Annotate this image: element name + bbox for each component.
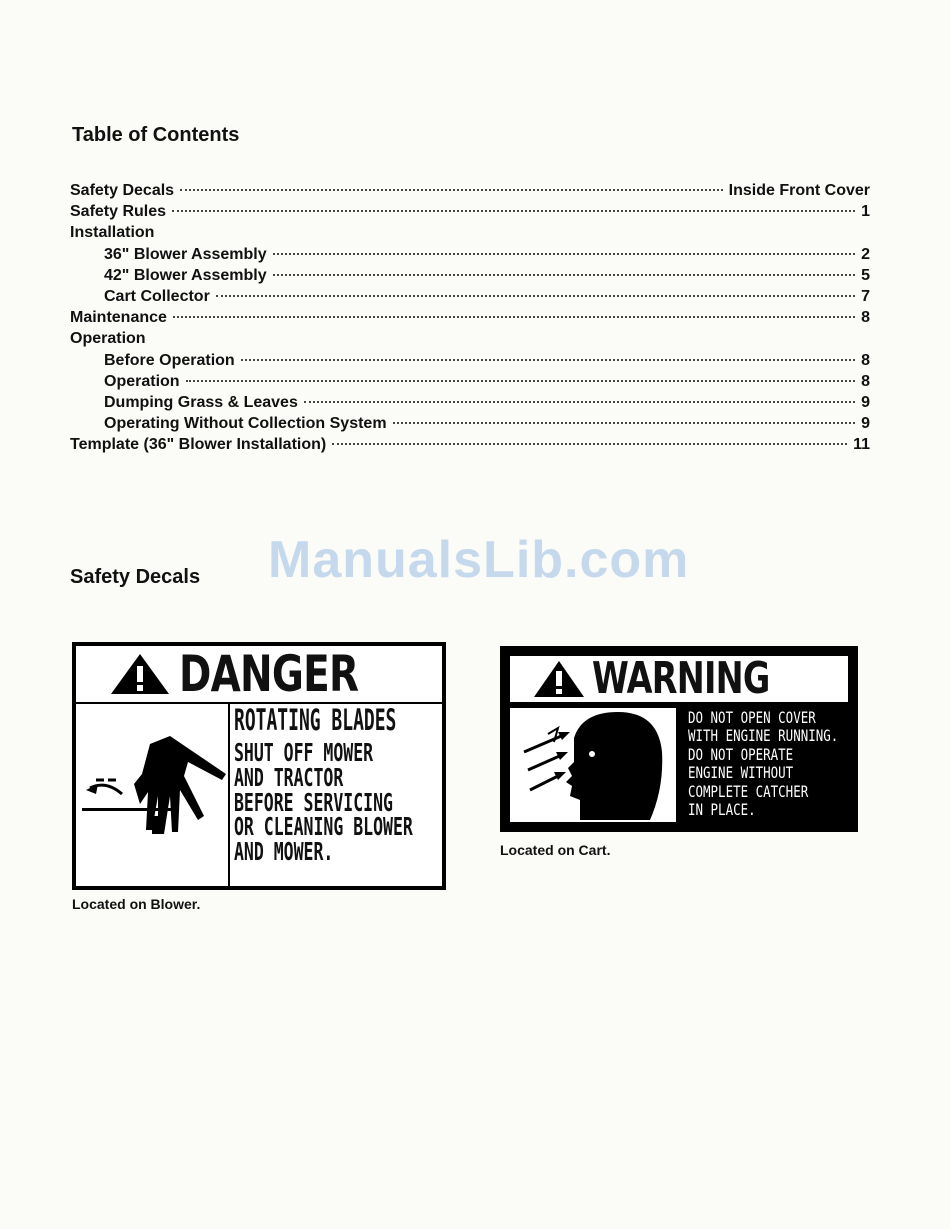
danger-header xyxy=(76,646,442,704)
toc-entry-installation xyxy=(70,224,870,245)
dot-leader xyxy=(180,189,723,191)
toc-entry-42-blower-assembly xyxy=(70,267,870,288)
toc-entry-before-operation xyxy=(70,352,870,373)
warning-triangle-icon xyxy=(532,659,586,699)
safety-decals-title: Safety Decals xyxy=(70,566,201,588)
warning-line: IN PLACE. xyxy=(688,799,756,819)
toc-entry-label: Operating Without Collection System xyxy=(104,415,387,433)
dot-leader xyxy=(216,295,855,297)
danger-body xyxy=(76,704,442,886)
danger-heading: DANGER xyxy=(179,645,359,703)
toc-entry-36-blower-assembly xyxy=(70,246,870,267)
toc-entry-label: Cart Collector xyxy=(104,287,210,305)
warning-message xyxy=(688,710,854,820)
toc-entry-cart-collector xyxy=(70,288,870,309)
toc-entry-dumping-grass-leaves xyxy=(70,394,870,415)
toc-entry-page: 7 xyxy=(861,287,870,305)
toc-entry-page: 1 xyxy=(861,203,870,221)
dot-leader xyxy=(273,253,855,255)
warning-line: ENGINE WITHOUT xyxy=(688,763,794,783)
danger-line: OR CLEANING BLOWER xyxy=(234,812,413,842)
toc-entry-page: Inside Front Cover xyxy=(728,182,870,199)
toc-entry-label: Safety Rules xyxy=(70,203,167,221)
dot-leader xyxy=(332,443,847,445)
dot-leader xyxy=(186,380,856,382)
toc-entry-label: Operation xyxy=(104,372,180,390)
toc-entry-page: 11 xyxy=(853,436,870,454)
danger-message xyxy=(234,703,439,867)
warning-line: WITH ENGINE RUNNING. xyxy=(688,726,839,746)
head-debris-hazard-icon xyxy=(510,708,676,822)
watermark: ManualsLib.com xyxy=(268,531,690,589)
toc-title: Table of Contents xyxy=(72,124,240,146)
toc-entry-page: 8 xyxy=(861,309,870,327)
danger-decal xyxy=(72,642,446,890)
toc-entry-page: 8 xyxy=(861,372,870,390)
toc-entry-page: 2 xyxy=(861,245,870,263)
danger-line: AND TRACTOR xyxy=(234,762,344,792)
danger-line: BEFORE SERVICING xyxy=(234,787,393,817)
toc-entry-operating-without-collection xyxy=(70,415,870,436)
toc-entry-label: Before Operation xyxy=(104,351,235,369)
warning-line: DO NOT OPERATE xyxy=(688,744,794,764)
toc-entry-label: Maintenance xyxy=(70,309,167,327)
toc-entry-maintenance xyxy=(70,309,870,330)
toc-entry-label: Installation xyxy=(70,224,155,242)
danger-decal-caption: Located on Blower. xyxy=(72,896,201,912)
warning-decal-caption: Located on Cart. xyxy=(500,842,611,858)
table-of-contents xyxy=(70,182,870,457)
warning-line: COMPLETE CATCHER xyxy=(688,781,809,801)
dot-leader xyxy=(304,401,855,403)
dot-leader xyxy=(241,359,855,361)
danger-line: AND MOWER. xyxy=(234,837,334,867)
toc-entry-page: 5 xyxy=(861,266,870,284)
dot-leader xyxy=(172,210,855,212)
toc-entry-safety-decals xyxy=(70,182,870,203)
warning-triangle-icon xyxy=(109,652,171,696)
toc-entry-template xyxy=(70,436,870,457)
toc-entry-label: 42" Blower Assembly xyxy=(104,266,267,284)
toc-entry-label: Operation xyxy=(70,330,146,348)
toc-entry-label: Dumping Grass & Leaves xyxy=(104,393,298,411)
warning-heading: WARNING xyxy=(592,653,770,704)
toc-entry-page: 9 xyxy=(861,415,870,433)
danger-subheading: ROTATING BLADES xyxy=(234,703,397,737)
warning-line: DO NOT OPEN COVER xyxy=(688,708,816,727)
dot-leader xyxy=(393,422,856,424)
warning-decal xyxy=(500,646,858,832)
toc-entry-page: 8 xyxy=(861,351,870,369)
hand-blade-hazard-icon xyxy=(76,704,230,886)
toc-entry-page: 9 xyxy=(861,393,870,411)
toc-entry-label: Safety Decals xyxy=(70,182,175,199)
dot-leader xyxy=(273,274,855,276)
toc-entry-operation-section xyxy=(70,330,870,351)
dot-leader xyxy=(173,316,855,318)
warning-header xyxy=(510,653,848,704)
toc-entry-safety-rules xyxy=(70,203,870,224)
toc-entry-label: 36" Blower Assembly xyxy=(104,245,267,263)
toc-entry-operation xyxy=(70,373,870,394)
danger-line: SHUT OFF MOWER xyxy=(234,738,374,767)
toc-entry-label: Template (36" Blower Installation) xyxy=(70,436,327,454)
